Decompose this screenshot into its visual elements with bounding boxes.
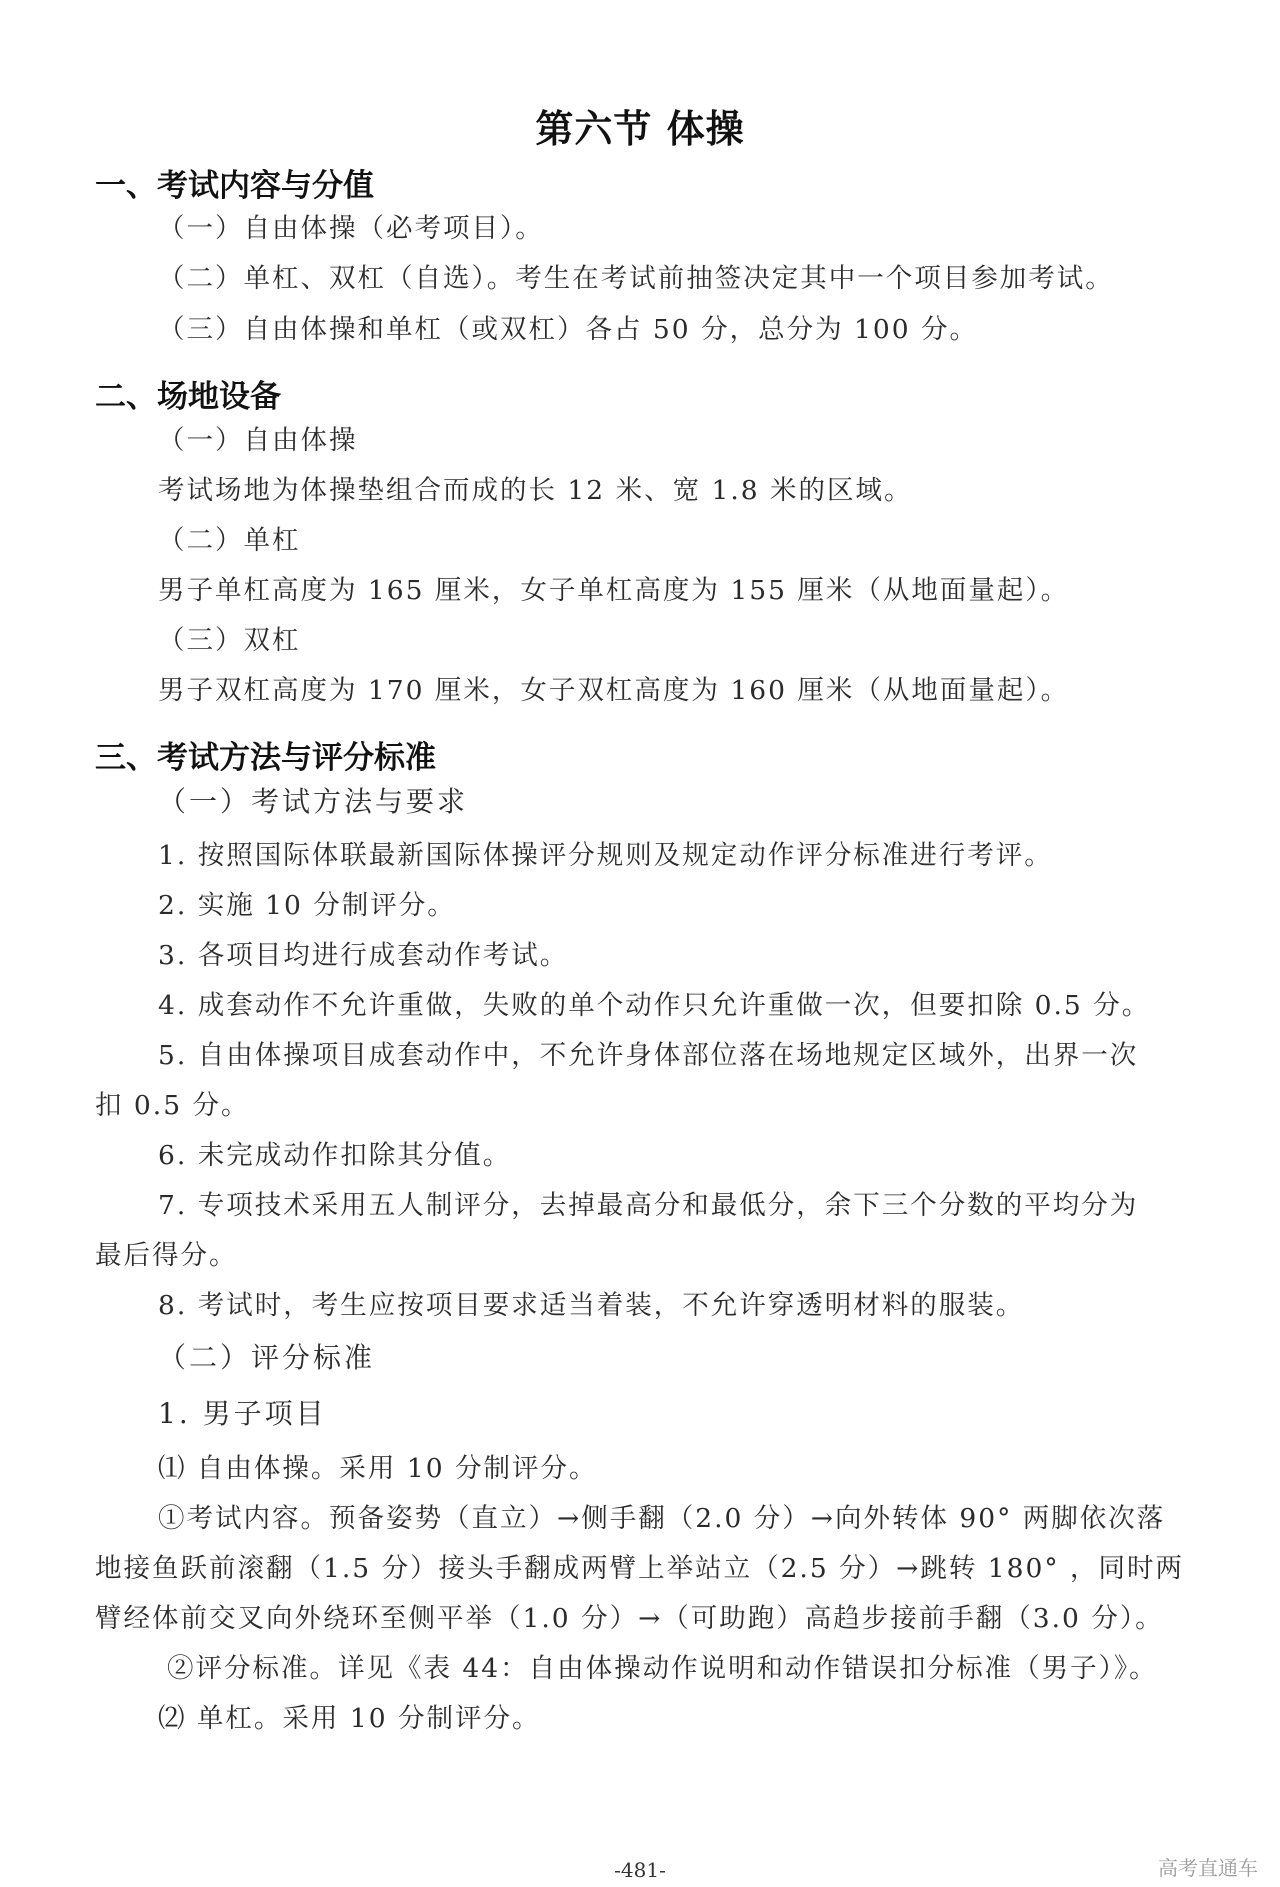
paragraph-line: （二）单杠 [158, 525, 301, 556]
subsection-heading: （一）考试方法与要求 [158, 785, 469, 818]
paragraph-line: ⑵ 单杠。采用 10 分制评分。 [158, 1703, 541, 1734]
section-heading-venue: 二、场地设备 [95, 379, 281, 415]
paragraph-line: 地接鱼跃前滚翻（1.5 分）接头手翻成两臂上举站立（2.5 分）→跳转 180° ，同时两 [95, 1553, 1185, 1584]
paragraph-line: （三）自由体操和单杠（或双杠）各占 50 分，总分为 100 分。 [158, 314, 978, 345]
paragraph-line: （一）自由体操 [158, 425, 358, 456]
paragraph-line: ⑴ 自由体操。采用 10 分制评分。 [158, 1453, 598, 1484]
paragraph-line: （二）单杠、双杠（自选）。考生在考试前抽签决定其中一个项目参加考试。 [158, 263, 1114, 294]
paragraph-line: 男子双杠高度为 170 厘米，女子双杠高度为 160 厘米（从地面量起）。 [158, 675, 1070, 706]
page-number: -481- [614, 1858, 666, 1882]
paragraph-line: （一）自由体操（必考项目）。 [158, 213, 544, 244]
subsection-heading: （二）评分标准 [158, 1341, 376, 1374]
paragraph-line: 扣 0.5 分。 [95, 1090, 250, 1121]
section-heading-method: 三、考试方法与评分标准 [95, 740, 436, 776]
watermark: 高考直通车 [1158, 1856, 1258, 1880]
paragraph-line: 7. 专项技术采用五人制评分，去掉最高分和最低分，余下三个分数的平均分为 [158, 1190, 1139, 1221]
paragraph-line: 8. 考试时，考生应按项目要求适当着装，不允许穿透明材料的服装。 [158, 1290, 1025, 1321]
paragraph-line: （三）双杠 [158, 625, 301, 656]
paragraph-line: ②评分标准。详见《表 44：自由体操动作说明和动作错误扣分标准（男子）》。 [167, 1653, 1158, 1684]
paragraph-line: 3. 各项目均进行成套动作考试。 [158, 940, 569, 971]
paragraph-line: 2. 实施 10 分制评分。 [158, 890, 456, 921]
page-title: 第六节 体操 [535, 107, 745, 151]
paragraph-line: 6. 未完成动作扣除其分值。 [158, 1140, 512, 1171]
paragraph-line: 考试场地为体操垫组合而成的长 12 米、宽 1.8 米的区域。 [158, 475, 913, 506]
paragraph-line: 最后得分。 [95, 1240, 238, 1271]
subsection-heading: 1. 男子项目 [158, 1397, 327, 1430]
paragraph-line: 5. 自由体操项目成套动作中，不允许身体部位落在场地规定区域外，出界一次 [158, 1040, 1139, 1071]
section-heading-exam-content: 一、考试内容与分值 [95, 168, 374, 204]
paragraph-line: ①考试内容。预备姿势（直立）→侧手翻（2.0 分）→向外转体 90° 两脚依次落 [158, 1503, 1166, 1534]
paragraph-line: 臂经体前交叉向外绕环至侧平举（1.0 分）→（可助跑）高趋步接前手翻（3.0 分）。 [95, 1603, 1164, 1634]
paragraph-line: 男子单杠高度为 165 厘米，女子单杠高度为 155 厘米（从地面量起）。 [158, 575, 1070, 606]
paragraph-line: 4. 成套动作不允许重做，失败的单个动作只允许重做一次，但要扣除 0.5 分。 [158, 990, 1151, 1021]
paragraph-line: 1. 按照国际体联最新国际体操评分规则及规定动作评分标准进行考评。 [158, 840, 1053, 871]
